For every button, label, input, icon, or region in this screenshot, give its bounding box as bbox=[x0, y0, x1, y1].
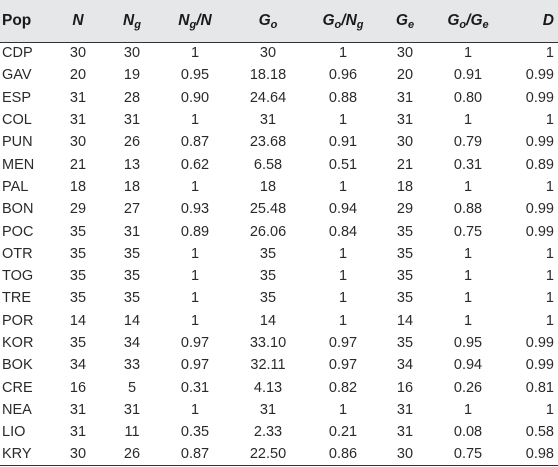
cell-ng-over-n: 1 bbox=[190, 112, 200, 129]
table-row bbox=[0, 265, 558, 287]
cell-n: 29 bbox=[69, 201, 87, 218]
cell-go-over-ge: 1 bbox=[463, 312, 473, 329]
cell-d: 0.81 bbox=[525, 379, 554, 396]
cell-d: 1 bbox=[545, 268, 554, 285]
cell-n: 31 bbox=[69, 112, 87, 129]
cell-go: 35 bbox=[259, 245, 277, 262]
cell-pop: TRE bbox=[2, 290, 31, 307]
cell-pop: POR bbox=[2, 312, 34, 329]
cell-ng-over-n: 0.95 bbox=[180, 67, 210, 84]
cell-go: 31 bbox=[259, 401, 277, 418]
header-ge: $G_e$ bbox=[380, 0, 430, 42]
header-go-over-ng: $G_o/N_g$ bbox=[306, 0, 380, 42]
cell-ng: 13 bbox=[123, 156, 141, 173]
cell-go-over-ng: 0.51 bbox=[328, 156, 358, 173]
cell-go: 35 bbox=[259, 268, 277, 285]
table-row bbox=[0, 243, 558, 265]
cell-ge: 35 bbox=[396, 290, 414, 307]
cell-go: 23.68 bbox=[249, 134, 287, 151]
cell-d: 0.99 bbox=[525, 89, 554, 106]
cell-ge: 29 bbox=[396, 201, 414, 218]
cell-go-over-ng: 0.86 bbox=[306, 443, 380, 465]
cell-go-over-ng: 1 bbox=[338, 268, 348, 285]
cell-n: 35 bbox=[69, 223, 87, 240]
header-n: N bbox=[52, 0, 104, 42]
cell-ge: 18 bbox=[396, 178, 414, 195]
table-body bbox=[0, 42, 558, 466]
cell-n: 35 bbox=[69, 268, 87, 285]
cell-pop: KOR bbox=[2, 335, 34, 351]
cell-go: 2.33 bbox=[253, 424, 283, 441]
cell-pop: OTR bbox=[2, 245, 33, 262]
cell-go-over-ge: 1 bbox=[463, 268, 473, 285]
table-row bbox=[0, 287, 558, 309]
cell-go-over-ng: 0.88 bbox=[328, 89, 358, 106]
cell-go: 33.10 bbox=[249, 335, 287, 351]
cell-n: 35 bbox=[69, 245, 87, 262]
cell-d: 0.98 bbox=[506, 443, 558, 465]
cell-ng: 27 bbox=[123, 201, 141, 218]
cell-go-over-ge: 0.75 bbox=[453, 223, 483, 240]
table-header-row bbox=[0, 0, 558, 42]
cell-ng-over-n: 0.93 bbox=[180, 201, 210, 218]
cell-go-over-ng: 0.94 bbox=[328, 201, 358, 218]
header-go: $G_o$ bbox=[230, 0, 306, 42]
cell-d: 1 bbox=[545, 401, 554, 418]
cell-go: 25.48 bbox=[249, 201, 287, 218]
cell-pop: BON bbox=[2, 201, 34, 218]
cell-n: 30 bbox=[52, 443, 104, 465]
table-row bbox=[0, 64, 558, 86]
cell-n: 31 bbox=[69, 424, 87, 441]
cell-ng: 19 bbox=[123, 67, 141, 84]
cell-ge: 34 bbox=[396, 357, 414, 374]
cell-ng: 26 bbox=[123, 134, 141, 151]
cell-ge: 31 bbox=[396, 424, 414, 441]
cell-ge: 35 bbox=[396, 223, 414, 240]
cell-pop: PAL bbox=[2, 178, 29, 195]
header-ng: $N_g$ bbox=[104, 0, 160, 42]
cell-ge: 16 bbox=[396, 379, 414, 396]
cell-n: 18 bbox=[69, 178, 87, 195]
table-row bbox=[0, 220, 558, 242]
cell-ge: 31 bbox=[396, 89, 414, 106]
cell-ge: 35 bbox=[396, 335, 414, 351]
cell-d: 0.99 bbox=[525, 67, 554, 84]
cell-d: 0.99 bbox=[525, 201, 554, 218]
cell-go: 18 bbox=[259, 178, 277, 195]
table-row bbox=[0, 399, 558, 421]
cell-ng: 14 bbox=[123, 312, 141, 329]
table-row bbox=[0, 153, 558, 175]
cell-ng-over-n: 1 bbox=[190, 45, 200, 62]
cell-ge: 35 bbox=[396, 268, 414, 285]
cell-go-over-ge: 0.91 bbox=[453, 67, 483, 84]
cell-go-over-ge: 0.26 bbox=[453, 379, 483, 396]
cell-pop: ESP bbox=[2, 89, 32, 106]
table-row bbox=[0, 109, 558, 131]
cell-go: 32.11 bbox=[250, 357, 286, 374]
cell-d: 0.89 bbox=[525, 156, 554, 173]
cell-n: 20 bbox=[69, 67, 87, 84]
cell-go: 31 bbox=[259, 112, 277, 129]
cell-n: 30 bbox=[69, 45, 87, 62]
cell-pop: LIO bbox=[2, 424, 26, 441]
cell-ge: 31 bbox=[396, 112, 414, 129]
cell-ng-over-n: 0.97 bbox=[180, 357, 210, 374]
cell-ng: 31 bbox=[123, 401, 141, 418]
cell-ng: 5 bbox=[127, 379, 137, 396]
cell-ng: 18 bbox=[123, 178, 141, 195]
cell-pop: PUN bbox=[2, 134, 33, 151]
table-row bbox=[0, 421, 558, 443]
cell-ng-over-n: 0.87 bbox=[180, 134, 210, 151]
table-row bbox=[0, 310, 558, 332]
cell-n: 16 bbox=[69, 379, 87, 396]
table-row bbox=[0, 42, 558, 64]
cell-ng-over-n: 1 bbox=[190, 401, 200, 418]
cell-n: 21 bbox=[69, 156, 87, 173]
cell-go-over-ng: 1 bbox=[338, 312, 348, 329]
cell-go-over-ng: 1 bbox=[338, 112, 348, 129]
cell-pop: BOK bbox=[2, 357, 33, 374]
cell-go-over-ge: 1 bbox=[463, 401, 473, 418]
cell-go-over-ge: 0.31 bbox=[453, 156, 483, 173]
header-d: D bbox=[506, 0, 558, 42]
table-row bbox=[0, 354, 558, 376]
table-row bbox=[0, 131, 558, 153]
table-row bbox=[0, 176, 558, 198]
table-row bbox=[0, 332, 558, 354]
cell-go-over-ge: 1 bbox=[463, 178, 473, 195]
cell-ng-over-n: 1 bbox=[190, 312, 200, 329]
cell-pop: CDP bbox=[2, 45, 33, 62]
cell-go: 14 bbox=[259, 312, 277, 329]
cell-ng: 35 bbox=[123, 268, 141, 285]
table-row bbox=[0, 376, 558, 398]
cell-ng-over-n: 1 bbox=[190, 268, 200, 285]
cell-ge: 14 bbox=[396, 312, 414, 329]
cell-go-over-ng: 0.97 bbox=[328, 335, 358, 351]
cell-go-over-ge: 0.80 bbox=[453, 89, 483, 106]
cell-ge: 20 bbox=[396, 67, 414, 84]
header-pop: Pop bbox=[0, 0, 52, 42]
cell-go: 30 bbox=[259, 45, 277, 62]
cell-go-over-ng: 0.82 bbox=[328, 379, 358, 396]
cell-ng-over-n: 0.97 bbox=[180, 335, 210, 351]
cell-d: 0.99 bbox=[525, 223, 554, 240]
cell-ge: 30 bbox=[396, 134, 414, 151]
cell-ng-over-n: 0.89 bbox=[180, 223, 210, 240]
cell-d: 0.99 bbox=[525, 134, 554, 151]
cell-ge: 31 bbox=[396, 401, 414, 418]
cell-ge: 35 bbox=[396, 245, 414, 262]
cell-go-over-ge: 0.94 bbox=[453, 357, 483, 374]
cell-ng-over-n: 0.35 bbox=[180, 424, 210, 441]
cell-go-over-ng: 0.96 bbox=[328, 67, 358, 84]
cell-d: 1 bbox=[545, 112, 554, 129]
cell-go: 6.58 bbox=[253, 156, 283, 173]
cell-go-over-ng: 1 bbox=[338, 401, 348, 418]
cell-ge: 30 bbox=[380, 443, 430, 465]
cell-go-over-ge: 0.08 bbox=[453, 424, 483, 441]
cell-go-over-ng: 0.97 bbox=[328, 357, 358, 374]
cell-go: 35 bbox=[259, 290, 277, 307]
cell-d: 1 bbox=[545, 45, 554, 62]
cell-d: 1 bbox=[545, 312, 554, 329]
cell-ng-over-n: 0.62 bbox=[180, 156, 210, 173]
cell-go-over-ng: 1 bbox=[338, 290, 348, 307]
cell-go-over-ge: 0.95 bbox=[453, 335, 483, 351]
cell-ng-over-n: 1 bbox=[190, 290, 200, 307]
cell-pop: TOG bbox=[2, 268, 34, 285]
cell-d: 1 bbox=[545, 178, 554, 195]
cell-go-over-ng: 0.21 bbox=[328, 424, 358, 441]
cell-ng: 34 bbox=[123, 335, 141, 351]
cell-ng: 33 bbox=[123, 357, 141, 374]
cell-go-over-ng: 0.91 bbox=[328, 134, 358, 151]
cell-ng: 11 bbox=[124, 424, 140, 441]
cell-d: 1 bbox=[545, 290, 554, 307]
cell-n: 31 bbox=[69, 401, 87, 418]
cell-pop: COL bbox=[2, 112, 32, 129]
cell-go: 26.06 bbox=[249, 223, 287, 240]
cell-ng: 31 bbox=[123, 223, 141, 240]
cell-go-over-ge: 1 bbox=[463, 290, 473, 307]
cell-go: 18.18 bbox=[249, 67, 287, 84]
cell-go-over-ng: 1 bbox=[338, 45, 348, 62]
cell-ng: 31 bbox=[123, 112, 141, 129]
cell-go: 4.13 bbox=[253, 379, 283, 396]
cell-ng: 28 bbox=[123, 89, 141, 106]
cell-go-over-ge: 0.75 bbox=[430, 443, 506, 465]
table-row bbox=[0, 198, 558, 220]
cell-n: 34 bbox=[69, 357, 87, 374]
cell-ng: 35 bbox=[123, 245, 141, 262]
cell-go-over-ge: 0.79 bbox=[453, 134, 483, 151]
cell-d: 0.99 bbox=[525, 335, 554, 351]
cell-pop: CRE bbox=[2, 379, 33, 396]
cell-go-over-ge: 1 bbox=[463, 112, 473, 129]
cell-go-over-ng: 1 bbox=[338, 178, 348, 195]
cell-ng-over-n: 0.90 bbox=[180, 89, 210, 106]
cell-n: 35 bbox=[69, 290, 87, 307]
cell-ng-over-n: 1 bbox=[190, 245, 200, 262]
table-row bbox=[0, 87, 558, 109]
cell-go: 22.50 bbox=[230, 443, 306, 465]
cell-n: 31 bbox=[69, 89, 87, 106]
cell-go-over-ng: 1 bbox=[338, 245, 348, 262]
cell-go: 24.64 bbox=[249, 89, 287, 106]
cell-ge: 30 bbox=[396, 45, 414, 62]
cell-ng-over-n: 0.87 bbox=[160, 443, 230, 465]
cell-n: 35 bbox=[69, 335, 87, 351]
cell-d: 1 bbox=[545, 245, 554, 262]
cell-ng: 35 bbox=[123, 290, 141, 307]
cell-ng: 26 bbox=[104, 443, 160, 465]
cell-pop: MEN bbox=[2, 156, 35, 173]
cell-d: 0.58 bbox=[525, 424, 554, 441]
header-ng-over-n: $N_g/N$ bbox=[160, 0, 230, 42]
cell-n: 14 bbox=[69, 312, 87, 329]
cell-ng-over-n: 1 bbox=[190, 178, 200, 195]
cell-pop: GAV bbox=[2, 67, 32, 84]
cell-go-over-ge: 1 bbox=[463, 245, 473, 262]
cell-go-over-ge: 1 bbox=[463, 45, 473, 62]
cell-go-over-ng: 0.84 bbox=[328, 223, 358, 240]
table-row bbox=[0, 443, 558, 465]
cell-pop: POC bbox=[2, 223, 34, 240]
cell-pop: KRY bbox=[0, 443, 52, 465]
cell-d: 0.99 bbox=[525, 357, 554, 374]
header-go-over-ge: $G_o/G_e$ bbox=[430, 0, 506, 42]
cell-ng: 30 bbox=[123, 45, 141, 62]
cell-ng-over-n: 0.31 bbox=[180, 379, 210, 396]
cell-go-over-ge: 0.88 bbox=[453, 201, 483, 218]
cell-pop: NEA bbox=[2, 401, 32, 418]
cell-ge: 21 bbox=[396, 156, 414, 173]
cell-n: 30 bbox=[69, 134, 87, 151]
